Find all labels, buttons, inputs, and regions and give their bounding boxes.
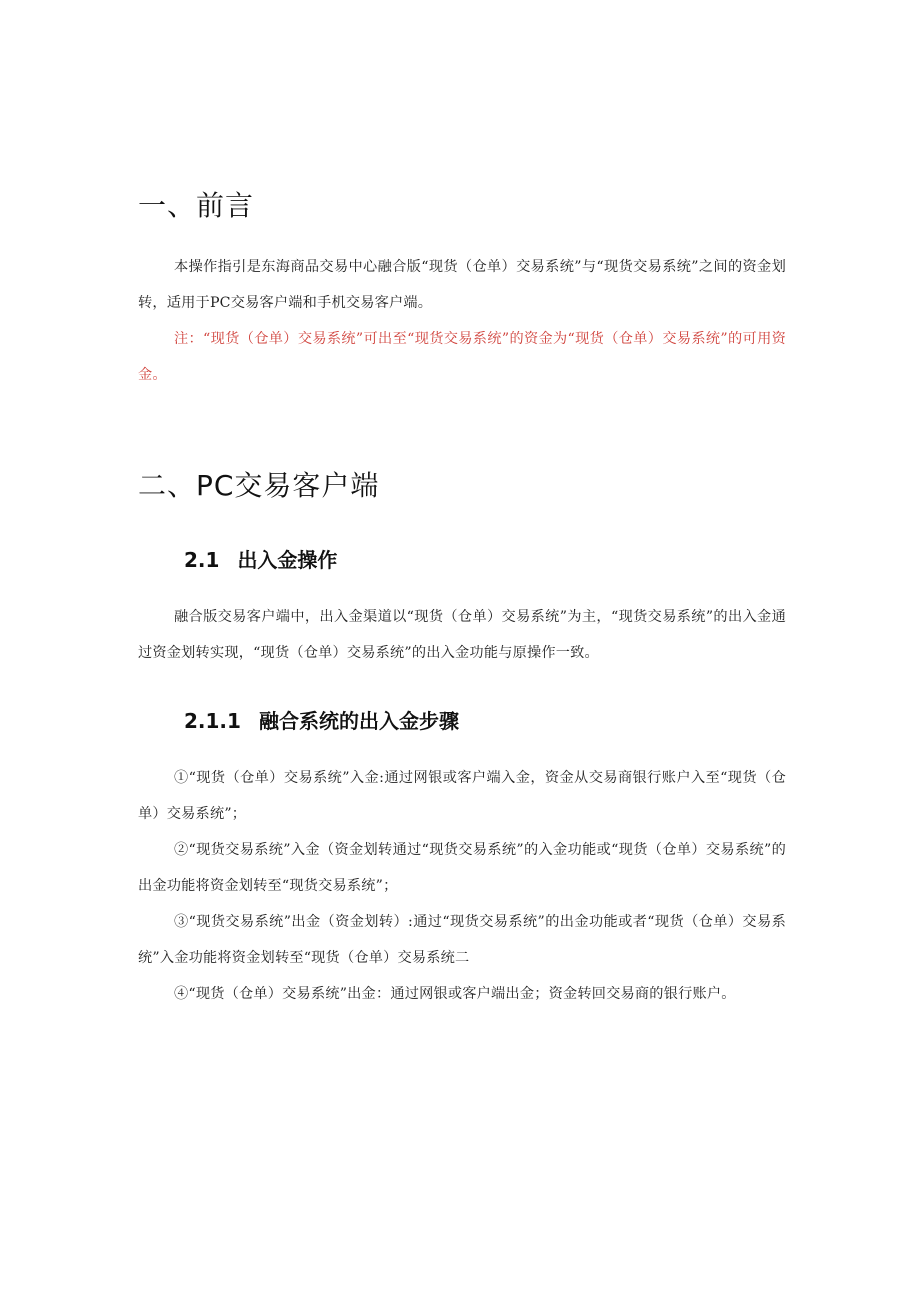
step-1-paragraph: ①“现货（仓单）交易系统”入金:通过网银或客户端入金，资金从交易商银行账户入至“现货（仓单）交易系统”； bbox=[138, 770, 786, 822]
preface-note-paragraph: 注：“现货（仓单）交易系统”可出至“现货交易系统”的资金为“现货（仓单）交易系统”的可用资金。 bbox=[138, 331, 786, 383]
subsection-title: 融合系统的出入金步骤 bbox=[258, 709, 459, 733]
preface-intro-paragraph: 本操作指引是东海商品交易中心融合版“现货（仓单）交易系统”与“现货交易系统”之间的资金划转，适用于PC交易客户端和手机交易客户端。 bbox=[138, 259, 786, 311]
subsection-title: 出入金操作 bbox=[237, 548, 338, 572]
section-heading-pc-client: 二、PC交易客户端 bbox=[138, 469, 380, 502]
step-3-paragraph: ③“现货交易系统”出金（资金划转）:通过“现货交易系统”的出金功能或者“现货（仓单）交易系统”入金功能将资金划转至“现货（仓单）交易系统二 bbox=[138, 914, 786, 966]
subsection-number: 2.1.1 bbox=[184, 709, 241, 733]
step-2-paragraph: ②“现货交易系统”入金（资金划转通过“现货交易系统”的入金功能或“现货（仓单）交易系统”的出金功能将资金划转至“现货交易系统”； bbox=[138, 842, 786, 894]
step-4-paragraph: ④“现货（仓单）交易系统”出金：通过网银或客户端出金；资金转回交易商的银行账户。 bbox=[174, 986, 736, 1002]
subsection-number: 2.1 bbox=[184, 548, 220, 572]
section-heading-preface: 一、前言 bbox=[138, 189, 255, 222]
deposit-withdraw-paragraph: 融合版交易客户端中，出入金渠道以“现货（仓单）交易系统”为主，“现货交易系统”的出入金通过资金划转实现，“现货（仓单）交易系统”的出入金功能与原操作一致。 bbox=[138, 609, 786, 661]
subsection-heading-2-1 bbox=[184, 544, 337, 573]
subsection-heading-2-1-1 bbox=[184, 705, 459, 734]
